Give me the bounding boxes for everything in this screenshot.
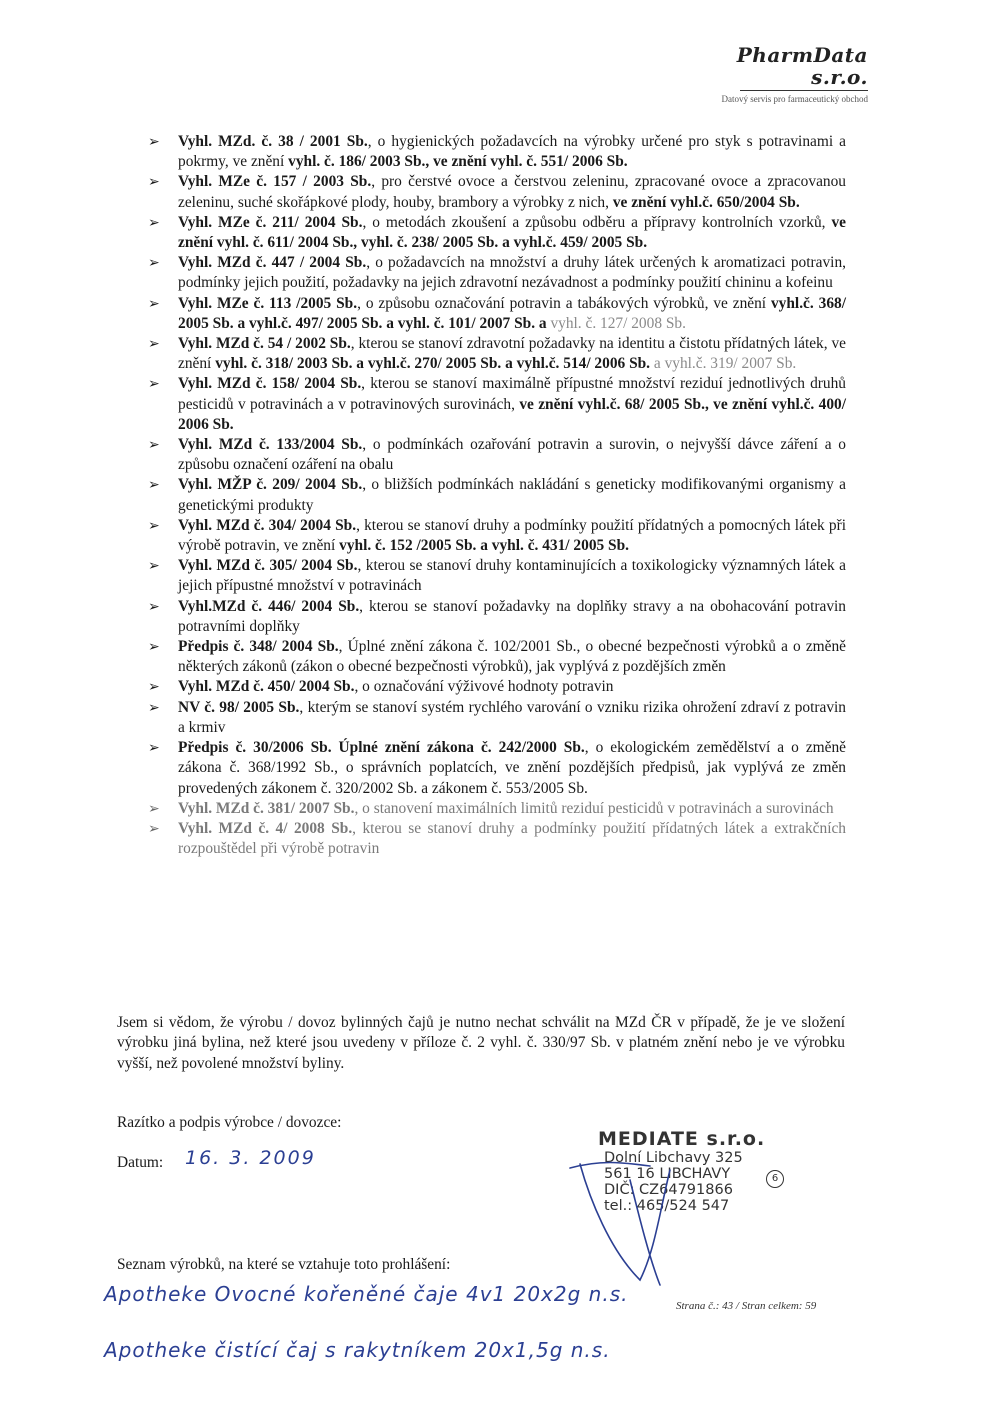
- regulation-text: , kterou se stanoví druhy a podmínky použití přídatných a pomocných látek při výrobě potravin, ve znění: [178, 516, 846, 555]
- regulation-text: , kterou se stanoví druhy kontaminujících a toxikologicky významných látek a jejich přípustné množství v potravinách: [178, 557, 846, 595]
- handwritten-date: 16. 3. 2009: [185, 1147, 316, 1169]
- bullet-arrow-icon: ➢: [148, 174, 160, 191]
- regulation-reference: Vyhl.MZd č. 446/ 2004 Sb.: [178, 597, 360, 615]
- regulation-reference: Vyhl. MZd č. 304/ 2004 Sb.: [178, 516, 357, 534]
- regulation-item: [148, 294, 846, 334]
- regulation-reference: ve znění vyhl. č. 611/ 2004 Sb., vyhl. č. 238/ 2005 Sb. a vyhl.č. 459/ 2005 Sb.: [178, 213, 846, 252]
- regulation-text: , o stanovení maximálních limitů reziduí pesticidů v potravinách a surovinách: [354, 799, 834, 817]
- regulation-text: , kterým se stanoví systém rychlého varování o vzniku rizika ohrožení zdraví z potravin a krmiv: [178, 698, 846, 736]
- regulation-reference: NV č. 98/ 2005 Sb.: [178, 698, 300, 716]
- regulation-text: , o podmínkách ozařování potravin a surovin, o nejvyšší dávce záření a o způsobu označení ozáření na obalu: [178, 436, 846, 474]
- regulation-text: , kterou se stanoví maximálně přípustné množství reziduí jednotlivých druhů pesticidů v potravinách a v potravinových surovinách,: [178, 375, 846, 413]
- pharmdata-logo: [700, 44, 868, 104]
- regulation-item: [148, 172, 846, 212]
- regulation-item: [148, 435, 846, 475]
- bullet-arrow-icon: ➢: [148, 477, 160, 494]
- regulation-item: [148, 334, 846, 374]
- regulation-text: , kterou se stanoví druhy a podmínky použití přídatných látek a extrakčních rozpouštědel při výrobě potravin: [178, 819, 846, 858]
- regulation-item: [148, 819, 846, 859]
- regulation-item: [148, 677, 846, 697]
- regulation-item: [148, 698, 846, 738]
- regulation-reference: vyhl. č. 186/ 2003 Sb., ve znění vyhl. č. 551/ 2006 Sb.: [288, 153, 628, 171]
- bullet-arrow-icon: ➢: [148, 699, 160, 716]
- regulation-text: , o označování výživové hodnoty potravin: [354, 678, 614, 696]
- bullet-arrow-icon: ➢: [148, 214, 160, 231]
- products-list-label: Seznam výrobků, na které se vztahuje toto prohlášení:: [117, 1256, 451, 1273]
- statement-paragraph: Jsem si vědom, že výrobu / dovoz bylinných čajů je nutno nechat schválit na MZd ČR v případě, že je ve složení výrobku jiná bylina, než které jsou uvedeny v příloze č. 2 vyhl. č. 330/97 Sb. v platném znění nebo je ve výrobku vyšší, než povolené množství byliny.: [117, 1014, 845, 1072]
- regulation-text: vyhl. č. 127/ 2008 Sb.: [546, 314, 686, 332]
- bullet-arrow-icon: ➢: [148, 255, 160, 272]
- regulation-item: [148, 374, 846, 435]
- regulation-item: [148, 132, 846, 172]
- bullet-arrow-icon: ➢: [148, 598, 160, 615]
- bullet-arrow-icon: ➢: [148, 740, 160, 757]
- regulation-text: , o hygienických požadavcích na výrobky určené pro styk s potravinami a pokrmy, ve znění: [178, 133, 846, 171]
- stamp-company-name: MEDIATE s.r.o.: [598, 1128, 766, 1150]
- regulation-reference: Vyhl. MZd. č. 38 / 2001 Sb.: [178, 133, 368, 150]
- regulation-reference: Vyhl. MZd č. 54 / 2002 Sb.: [178, 335, 351, 353]
- page-number: Strana č.: 43 / Stran celkem: 59: [676, 1300, 817, 1312]
- bullet-arrow-icon: ➢: [148, 437, 160, 454]
- stamp-circled-mark: 6: [766, 1170, 784, 1188]
- regulation-list: [148, 132, 846, 859]
- bullet-arrow-icon: ➢: [148, 639, 160, 656]
- regulation-reference: Vyhl. MZe č. 157 / 2003 Sb.: [178, 173, 372, 191]
- handwritten-product-2: Apotheke čistící čaj s rakytníkem 20x1,5g n.s.: [104, 1338, 611, 1362]
- regulation-reference: Vyhl. MZd č. 158/ 2004 Sb.: [178, 375, 362, 393]
- regulation-text: , kterou se stanoví požadavky na doplňky stravy a na obohacování potravin potravními doplňky: [178, 597, 846, 635]
- bullet-arrow-icon: ➢: [148, 134, 160, 150]
- regulation-item: [148, 475, 846, 515]
- regulation-text: , o metodách zkoušení a způsobu odběru a přípravy kontrolních vzorků,: [362, 213, 832, 231]
- bullet-arrow-icon: ➢: [148, 336, 160, 353]
- regulation-item: [148, 637, 846, 677]
- regulation-reference: ve znění vyhl.č. 68/ 2005 Sb., ve znění vyhl.č. 400/ 2006 Sb.: [178, 395, 846, 433]
- regulation-text: , kterou se stanoví zdravotní požadavky na identitu a čistotu přídatných látek, ve znění: [178, 335, 846, 373]
- bullet-arrow-icon: ➢: [148, 376, 160, 393]
- regulation-reference: ve znění vyhl.č. 650/2004 Sb.: [612, 193, 800, 211]
- logo-text: PharmData s.r.o.: [736, 43, 868, 89]
- regulation-reference: vyhl. č. 152 /2005 Sb. a vyhl. č. 431/ 2005 Sb.: [339, 537, 630, 555]
- regulation-item: [148, 738, 846, 799]
- regulation-reference: Vyhl. MZe č. 211/ 2004 Sb.: [178, 213, 363, 231]
- regulation-reference: Vyhl. MZd č. 133/2004 Sb.: [178, 436, 363, 454]
- regulation-reference: Vyhl. MZe č. 113 /2005 Sb.: [178, 294, 358, 312]
- date-label: Datum:: [117, 1154, 164, 1171]
- regulation-item: [148, 556, 846, 596]
- regulation-text: a vyhl.č. 319/ 2007 Sb.: [650, 355, 797, 373]
- regulation-text: , o požadavcích na množství a druhy látek určených k aromatizaci potravin, podmínky jejich použití, požadavky na jejich zdravotní nezávadnost a podmínky použití chininu a kofeinu: [178, 254, 847, 292]
- handwritten-product-1: Apotheke Ovocné kořeněné čaje 4v1 20x2g n.s.: [104, 1282, 629, 1306]
- regulation-reference: Předpis č. 348/ 2004 Sb.: [178, 638, 339, 656]
- stamp-city-line: 561 16 LIBCHAVY: [604, 1166, 731, 1182]
- bullet-arrow-icon: ➢: [148, 517, 160, 534]
- regulation-item: [148, 213, 846, 253]
- regulation-text: , pro čerstvé ovoce a čerstvou zeleninu, zpracované ovoce a zpracovanou zeleninu, suché skořápkové plody, houby, brambory a výrobky z nich,: [178, 173, 846, 211]
- regulation-item: [148, 597, 846, 637]
- bullet-arrow-icon: ➢: [148, 295, 160, 312]
- regulation-reference: Vyhl. MZd č. 447 / 2004 Sb.: [178, 254, 367, 272]
- stamp-signature-label: Razítko a podpis výrobce / dovozce:: [117, 1114, 342, 1131]
- bullet-arrow-icon: ➢: [148, 820, 160, 837]
- regulation-reference: Předpis č. 30/2006 Sb. Úplné znění zákona č. 242/2000 Sb.: [178, 739, 585, 757]
- regulation-reference: Vyhl. MZd č. 450/ 2004 Sb.: [178, 678, 355, 696]
- logo-underline: [740, 90, 868, 91]
- bullet-arrow-icon: ➢: [148, 679, 160, 696]
- stamp-vat-line: DIČ: CZ64791866: [604, 1182, 733, 1198]
- stamp-phone-line: tel.: 465/524 547: [604, 1198, 730, 1214]
- logo-subtitle: Datový servis pro farmaceutický obchod: [721, 94, 868, 104]
- stamp-address-line: Dolní Libchavy 325: [604, 1150, 743, 1166]
- bullet-arrow-icon: ➢: [148, 558, 160, 575]
- regulation-text: , o bližších podmínkách nakládání s geneticky modifikovanými organismy a genetickými produkty: [178, 476, 846, 514]
- regulation-text: , o ekologickém zemědělství a o změně zákona č. 368/1992 Sb., o správních poplatcích, ve znění pozdějších předpisů, jak vyplývá ze změn provedených zákonem č. 320/2002 Sb. a zákonem č. 553/2005 Sb.: [178, 739, 846, 797]
- regulation-reference: vyhl.č. 368/ 2005 Sb. a vyhl.č. 497/ 2005 Sb. a vyhl. č. 101/ 2007 Sb. a: [178, 294, 846, 332]
- regulation-item: [148, 516, 846, 556]
- regulation-reference: Vyhl. MZd č. 381/ 2007 Sb.: [178, 799, 355, 817]
- regulation-item: [148, 799, 846, 819]
- regulation-item: [148, 253, 846, 293]
- signature-scribble: [560, 1140, 720, 1290]
- regulation-text: , Úplné znění zákona č. 102/2001 Sb., o obecné bezpečnosti výrobků a o změně některých zákonů (zákon o obecné bezpečnosti výrobků), jak vyplývá z pozdějších změn: [178, 638, 846, 676]
- bullet-arrow-icon: ➢: [148, 800, 160, 817]
- regulation-reference: Vyhl. MZd č. 4/ 2008 Sb.: [178, 819, 353, 837]
- regulation-reference: Vyhl. MZd č. 305/ 2004 Sb.: [178, 557, 358, 575]
- regulation-text: , o způsobu označování potravin a tabákových výrobků, ve znění: [357, 294, 771, 312]
- regulation-reference: Vyhl. MŽP č. 209/ 2004 Sb.: [178, 476, 363, 494]
- regulation-reference: vyhl. č. 318/ 2003 Sb. a vyhl.č. 270/ 2005 Sb. a vyhl.č. 514/ 2006 Sb.: [215, 355, 651, 373]
